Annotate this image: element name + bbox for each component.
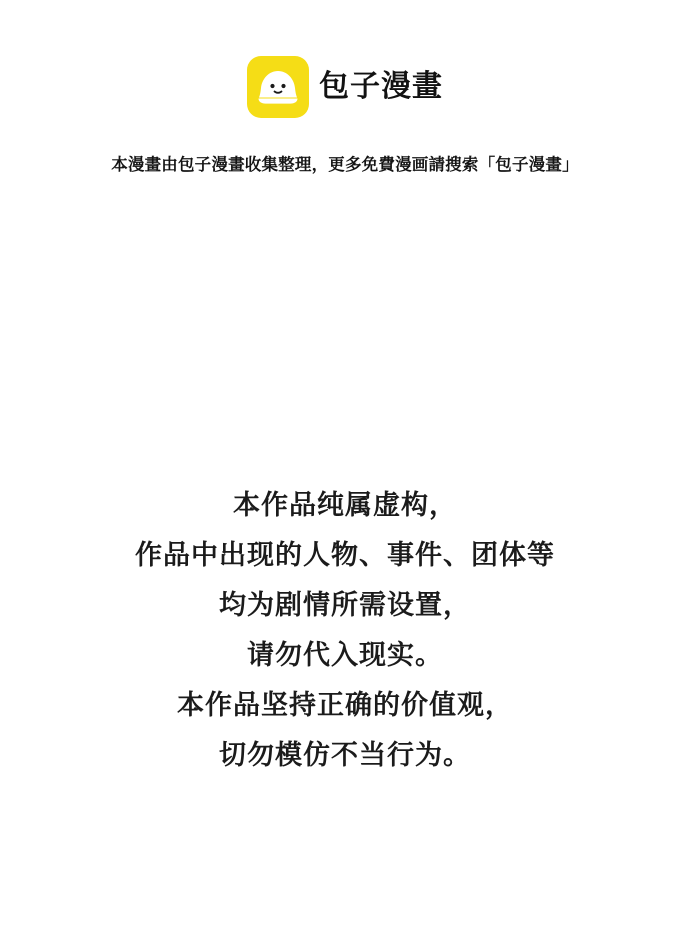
baozi-bun-icon [247,56,309,118]
disclaimer-line: 均为剧情所需设置， [219,590,471,620]
disclaimer-line: 本作品坚持正确的价值观， [177,690,513,720]
disclaimer-text [0,480,690,780]
disclaimer-line: 请勿代入现实。 [247,640,443,670]
source-notice: 本漫畫由包子漫畫收集整理，更多免費漫画請搜索「包子漫畫」 [111,156,579,174]
brand-name: 包子漫畫 [319,70,443,103]
disclaimer-line: 本作品纯属虚构， [233,490,457,520]
brand-header [0,0,690,118]
disclaimer-line: 切勿模仿不当行为。 [219,740,471,770]
disclaimer-line: 作品中出现的人物、事件、团体等 [135,540,555,570]
